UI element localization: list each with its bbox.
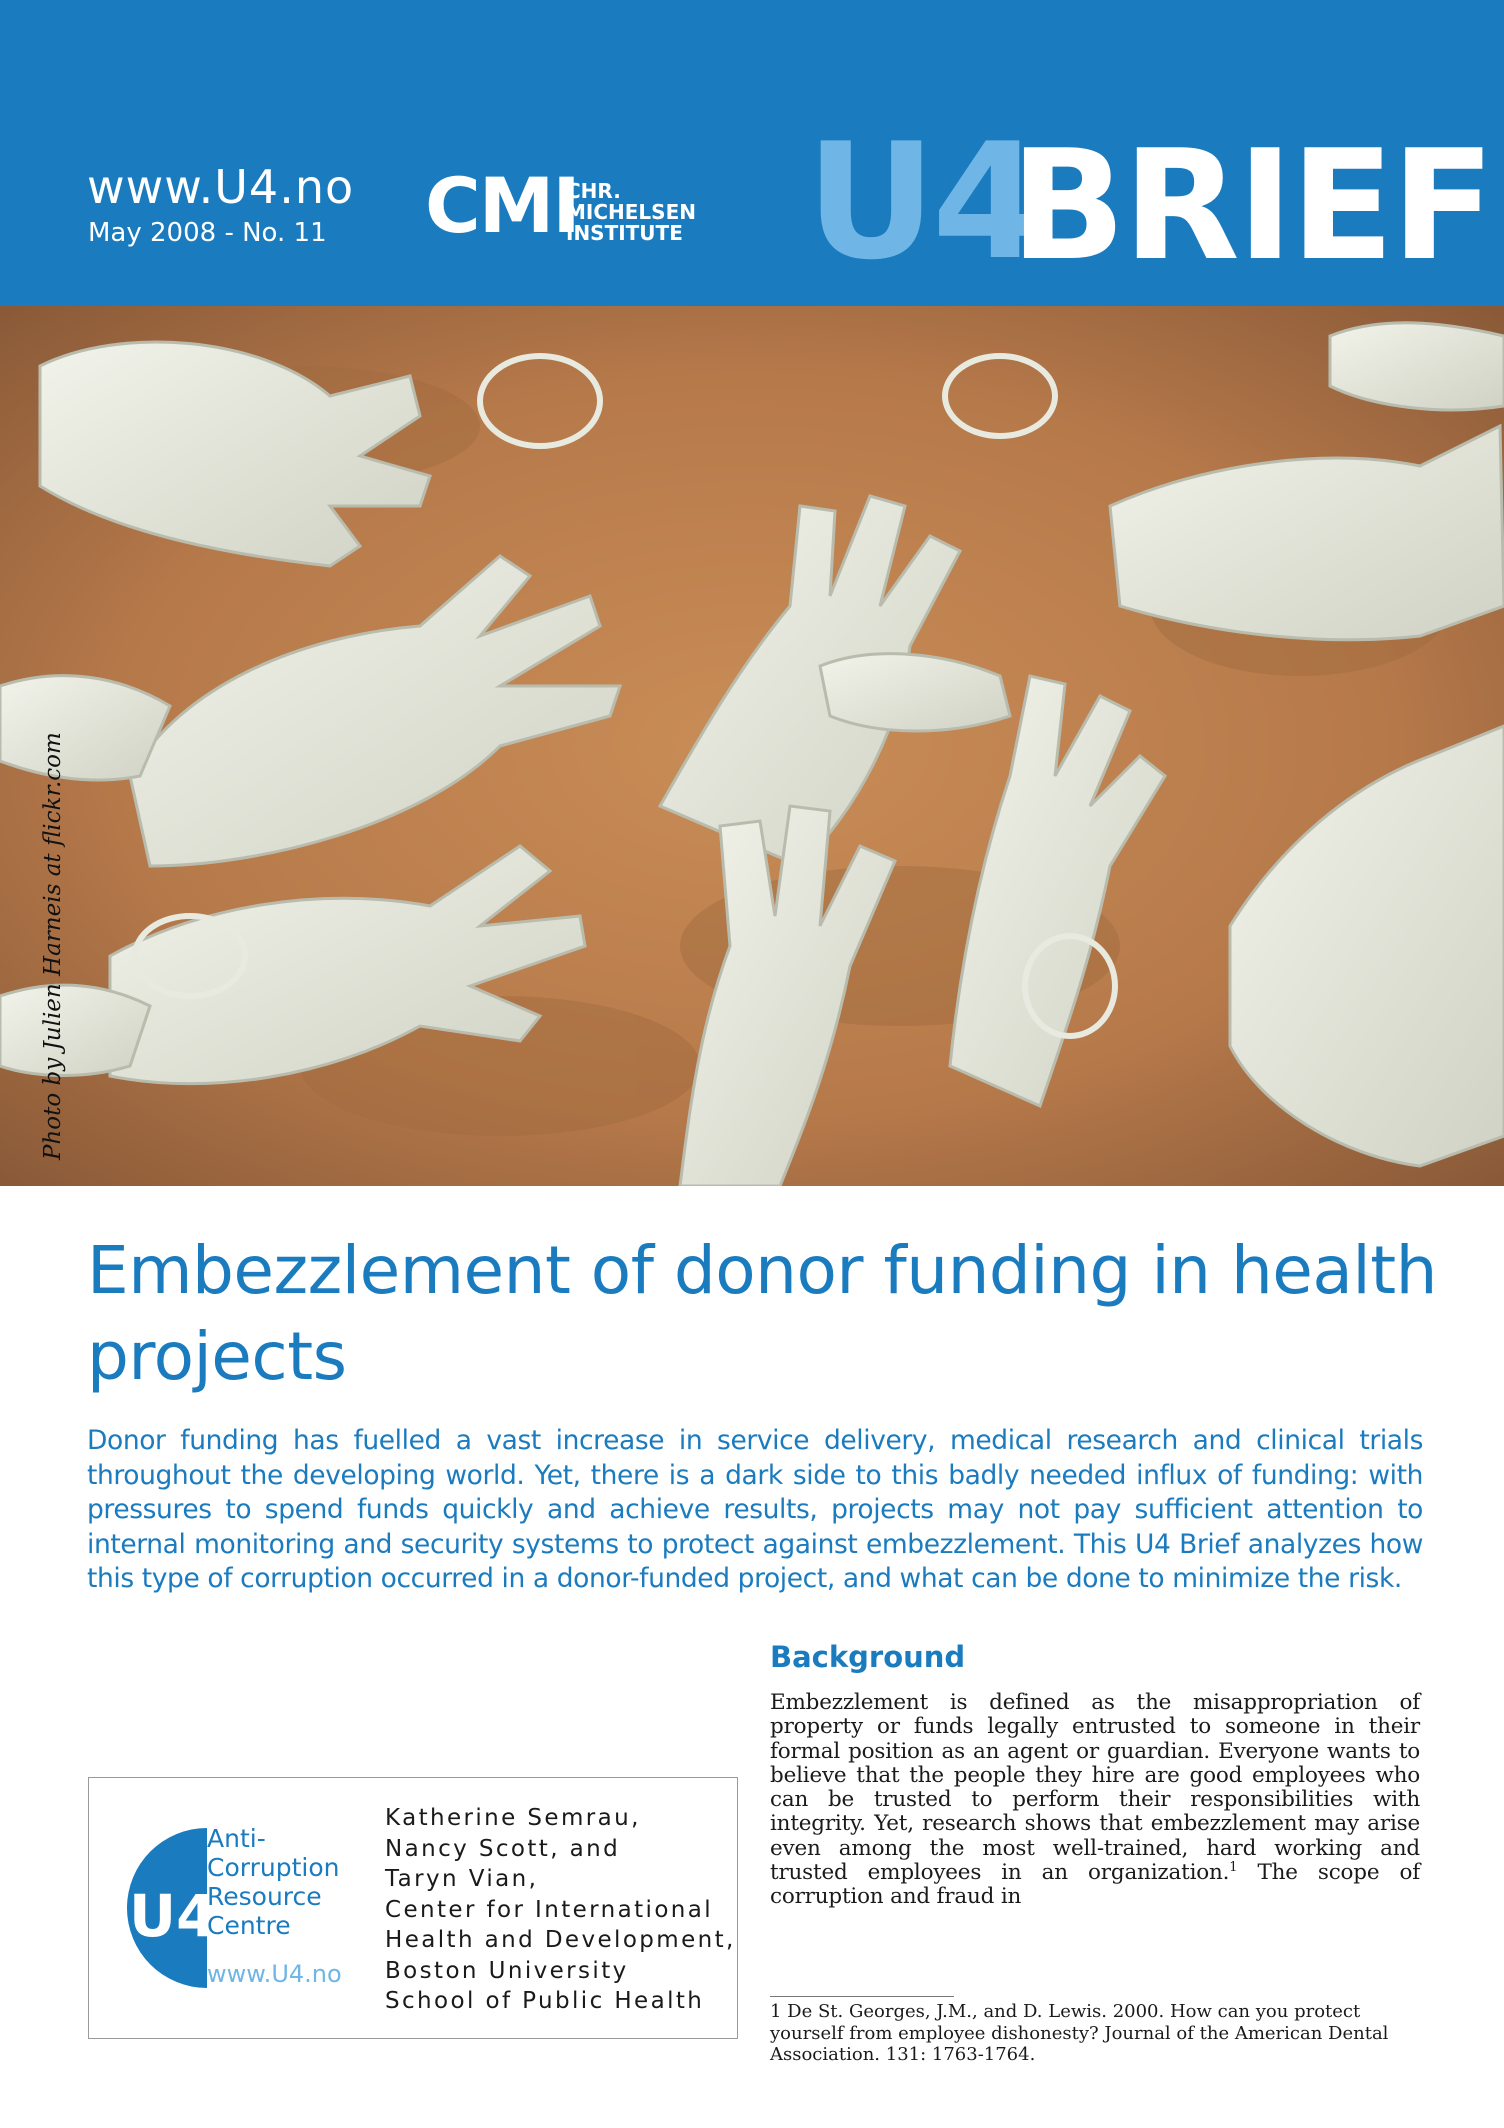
section-heading-background: Background [770,1640,966,1674]
footnote-marker[interactable]: 1 [1229,1859,1238,1875]
background-paragraph [770,1691,1420,1910]
footnote: 1 De St. Georges, J.M., and D. Lewis. 2000. How can you protect yourself from employee dishonesty? Journal of the American Dental Association. 131: 1763-1764. [770,2001,1389,2065]
cmi-institute-name: CHR. MICHELSEN INSTITUTE [566,179,696,245]
u4-series-mark: U4 [806,108,1040,295]
photo-credit: Photo by Julien Harneis at flickr.com [40,732,66,1160]
header-band [0,0,1504,306]
document-title: Embezzlement of donor funding in health projects [87,1232,1437,1395]
cover-photo [0,306,1504,1186]
centre-name: Anti- Corruption Resource Centre [207,1824,340,1940]
centre-url[interactable]: www.U4.no [207,1960,342,1988]
brief-series-mark: BRIEF [1010,117,1493,294]
background-text-cont: The scope of corruption and fraud in [770,1860,1420,1910]
author-list: Katherine Semrau, Nancy Scott, and Taryn Vian, Center for International Health and Development, Boston University School of Public Health [385,1805,736,2014]
u4-logo-text: U4 [129,1882,217,1950]
site-url[interactable]: www.U4.no [87,160,355,214]
background-text: Embezzlement is defined as the misappropriation of property or funds legally entrusted to someone in their formal position as an agent or guardian. Everyone wants to believe that the people they hire are good employees who can be trusted to perform their responsibilities with integrity. Yet, research shows that embezzlement may arise even among the most well-trained, hard working and trusted employees in an organization. [770,1690,1420,1886]
lead-paragraph: Donor funding has fuelled a vast increase in service delivery, medical research and clinical trials throughout the developing world. Yet, there is a dark side to this badly needed influx of funding: with pressures to spend funds quickly and achieve results, projects may not pay sufficient attention to internal monitoring and security systems to protect against embezzlement. This U4 Brief analyzes how this type of corruption occurred in a donor-funded project, and what can be done to minimize the risk. [87,1425,1423,1594]
footnote-divider [770,1996,954,1997]
cmi-logo: CMI [425,161,579,250]
author-box [88,1777,738,2039]
issue-date: May 2008 - No. 11 [88,218,327,248]
